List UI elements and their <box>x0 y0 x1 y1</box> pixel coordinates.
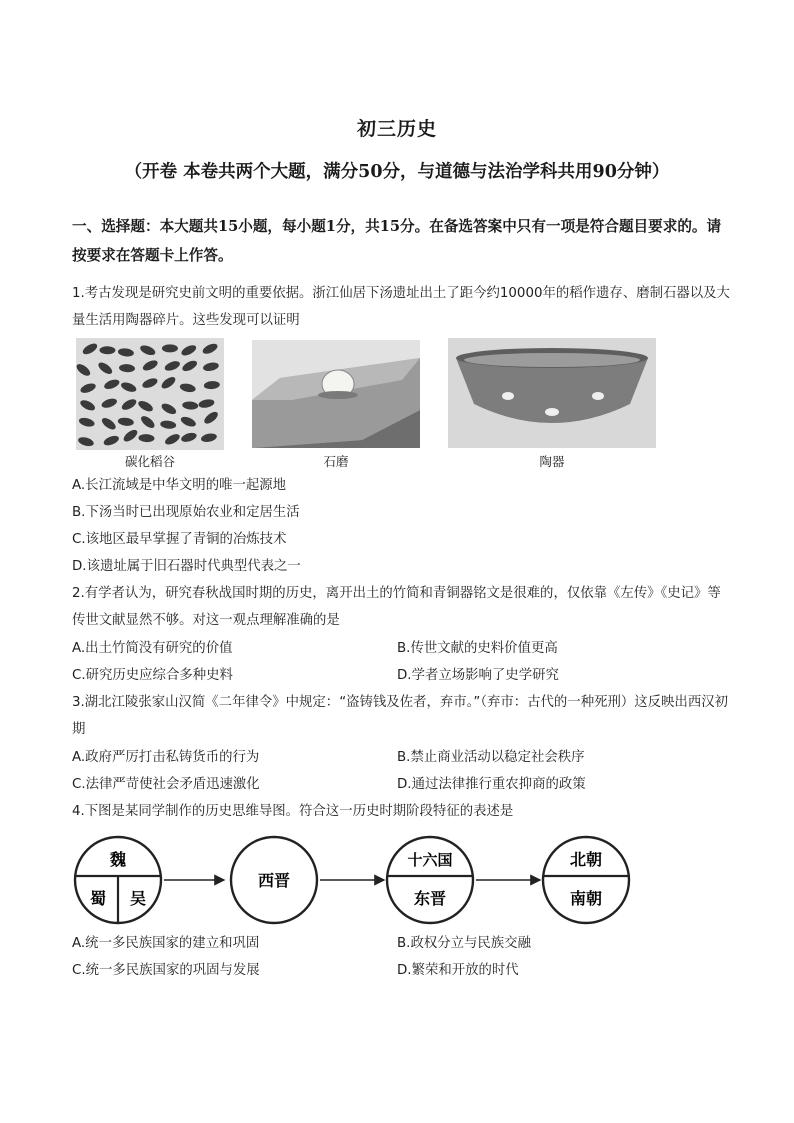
label-western-jin: 西晋 <box>257 871 291 890</box>
question-4-option-b[interactable]: B.政权分立与民族交融 <box>397 936 531 951</box>
label-sixteen-kingdoms: 十六国 <box>407 851 453 869</box>
label-northern-dynasties: 北朝 <box>569 850 603 869</box>
section-heading: 一、选择题：本大题共15小题，每小题1分，共15分。在备选答案中只有一项是符合题目要求的。请按要求在答题卡上作答。 <box>72 218 722 264</box>
label-southern-dynasties: 南朝 <box>569 889 603 908</box>
question-2-stem: 2.有学者认为，研究春秋战国时期的历史，离开出土的竹简和青铜器铭文是很难的，仅依靠《左传》《史记》等传世文献显然不够。对这一观点理解准确的是 <box>72 586 721 628</box>
question-4-option-a[interactable]: A.统一多民族国家的建立和巩固 <box>72 936 260 951</box>
caption-stone-mill: 石磨 <box>323 454 349 469</box>
question-1-option-d[interactable]: D.该遗址属于旧石器时代典型代表之一 <box>72 559 301 574</box>
page-title: 初三历史 <box>356 118 437 140</box>
question-3-option-b[interactable]: B.禁止商业活动以稳定社会秩序 <box>397 750 585 765</box>
question-3-option-a[interactable]: A.政府严厉打击私铸货币的行为 <box>72 750 260 765</box>
question-2-option-b[interactable]: B.传世文献的史料价值更高 <box>397 641 558 656</box>
page-subtitle: （开卷 本卷共两个大题，满分50分，与道德与法治学科共用90分钟） <box>124 162 670 182</box>
rice-grain <box>162 344 178 352</box>
carbonized-rice-image <box>76 338 224 450</box>
stone-mill-image <box>252 340 420 448</box>
question-4-option-d[interactable]: D.繁荣和开放的时代 <box>397 963 519 978</box>
question-4-option-c[interactable]: C.统一多民族国家的巩固与发展 <box>72 963 260 978</box>
label-wei: 魏 <box>109 850 127 869</box>
circle-sixteen-kingdoms-eastern-jin <box>387 837 473 923</box>
label-wu: 吴 <box>129 889 147 908</box>
label-shu: 蜀 <box>89 889 107 908</box>
history-mind-map <box>72 832 672 928</box>
question-1-stem: 1.考古发现是研究史前文明的重要依据。浙江仙居下汤遗址出土了距今约10000年的稻作遗存、磨制石器以及大量生活用陶器碎片。这些发现可以证明 <box>72 286 730 328</box>
pottery-image <box>448 338 656 448</box>
circle-western-jin <box>231 837 317 923</box>
label-eastern-jin: 东晋 <box>413 889 447 908</box>
question-1-option-b[interactable]: B.下汤当时已出现原始农业和定居生活 <box>72 505 300 520</box>
question-3-option-c[interactable]: C.法律严苛使社会矛盾迅速激化 <box>72 777 260 792</box>
caption-rice: 碳化稻谷 <box>124 454 175 469</box>
question-2-option-a[interactable]: A.出土竹简没有研究的价值 <box>72 641 233 656</box>
question-1-option-a[interactable]: A.长江流域是中华文明的唯一起源地 <box>72 478 287 493</box>
question-4-stem: 4.下图是某同学制作的历史思维导图。符合这一历史时期阶段特征的表述是 <box>72 804 514 819</box>
caption-pottery: 陶器 <box>539 454 565 469</box>
question-3-option-d[interactable]: D.通过法律推行重农抑商的政策 <box>397 777 586 792</box>
question-2-option-c[interactable]: C.研究历史应综合多种史料 <box>72 668 233 683</box>
circle-three-kingdoms <box>75 837 161 923</box>
question-3-stem: 3.湖北江陵张家山汉简《二年律令》中规定：“盗铸钱及佐者，弃市。”（弃市：古代的一种死刑）这反映出西汉初期 <box>72 695 728 737</box>
circle-northern-southern-dynasties <box>543 837 629 923</box>
question-1-option-c[interactable]: C.该地区最早掌握了青铜的冶炼技术 <box>72 532 287 547</box>
question-2-option-d[interactable]: D.学者立场影响了史学研究 <box>397 668 559 683</box>
